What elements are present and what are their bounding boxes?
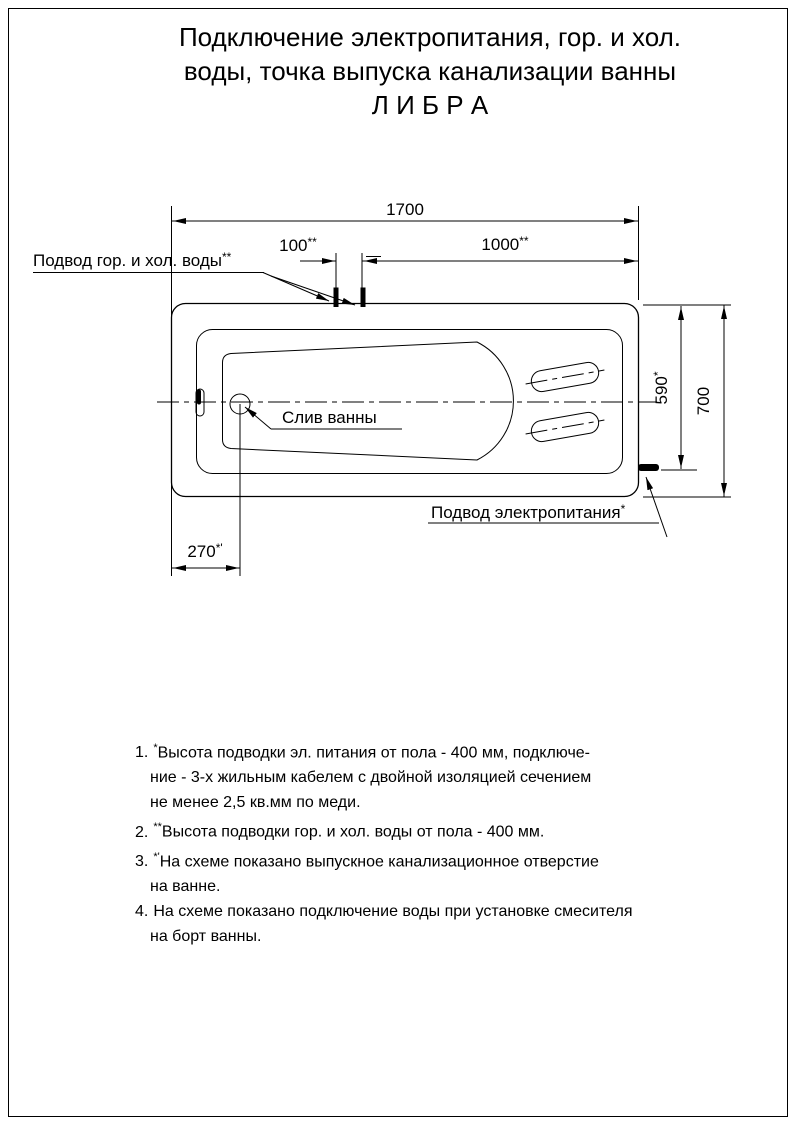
dim-label-700: 700 — [694, 386, 713, 416]
svg-text:Подвод гор. и хол. воды**: Подвод гор. и хол. воды** — [33, 250, 232, 270]
note-1-line-3: не менее 2,5 кв.мм по меди. — [150, 794, 361, 812]
note-1-line-1: 1. *Высота подводки эл. питания от пола - 400 мм, подключе- — [135, 742, 591, 762]
water-connection-point-1 — [334, 288, 339, 308]
dim-water-to-edge-1000 — [362, 234, 639, 261]
water-leader-2 — [271, 276, 355, 305]
note-4-line-1: 4. На схеме показано подключение воды при установке смесителя — [135, 902, 633, 920]
label-water-supply — [33, 250, 355, 305]
svg-text:Подвод электропитания*: Подвод электропитания* — [431, 502, 626, 522]
dim-label-270: 270*' — [187, 541, 223, 561]
label-power-supply — [428, 477, 667, 537]
water-connection-point-2 — [361, 288, 366, 308]
note-1-line-2: ние - 3-х жильным кабелем с двойной изоляцией сечением — [150, 769, 592, 787]
bathtub-outline — [157, 288, 659, 497]
dim-label-1000: 1000** — [481, 234, 529, 254]
svg-text:Слив ванны: Слив ванны — [282, 408, 377, 427]
title-line-1: Подключение электропитания, гор. и хол. — [178, 22, 681, 52]
dim-label-100: 100** — [279, 235, 317, 255]
label-drain — [245, 407, 402, 429]
power-connection-point — [638, 464, 659, 471]
tub-outer-edge — [172, 304, 639, 497]
dim-power-offset-590 — [643, 305, 731, 470]
jet-slot-1 — [524, 360, 606, 395]
title-line-3-model: Л И Б Р А — [371, 90, 489, 120]
drain-leader — [245, 407, 271, 429]
title-line-2: воды, точка выпуска канализации ванны — [183, 56, 677, 86]
jet-slot-2 — [524, 410, 606, 445]
dim-label-590: 590* — [651, 371, 671, 405]
dim-label-1700: 1700 — [386, 200, 424, 219]
tub-basin — [223, 342, 514, 460]
note-3-line-1: 3. *'На схеме показано выпускное канализационное отверстие — [135, 850, 599, 870]
note-4-line-2: на борт ванны. — [150, 927, 262, 945]
dim-water-gap-100 — [279, 235, 362, 290]
dim-drain-offset-270 — [172, 404, 241, 576]
installation-notes — [135, 736, 735, 949]
note-2-line-1: 2. **Высота подводки гор. и хол. воды от пола - 400 мм. — [135, 821, 545, 841]
note-3-line-2: на ванне. — [150, 877, 221, 895]
power-leader — [646, 477, 667, 537]
